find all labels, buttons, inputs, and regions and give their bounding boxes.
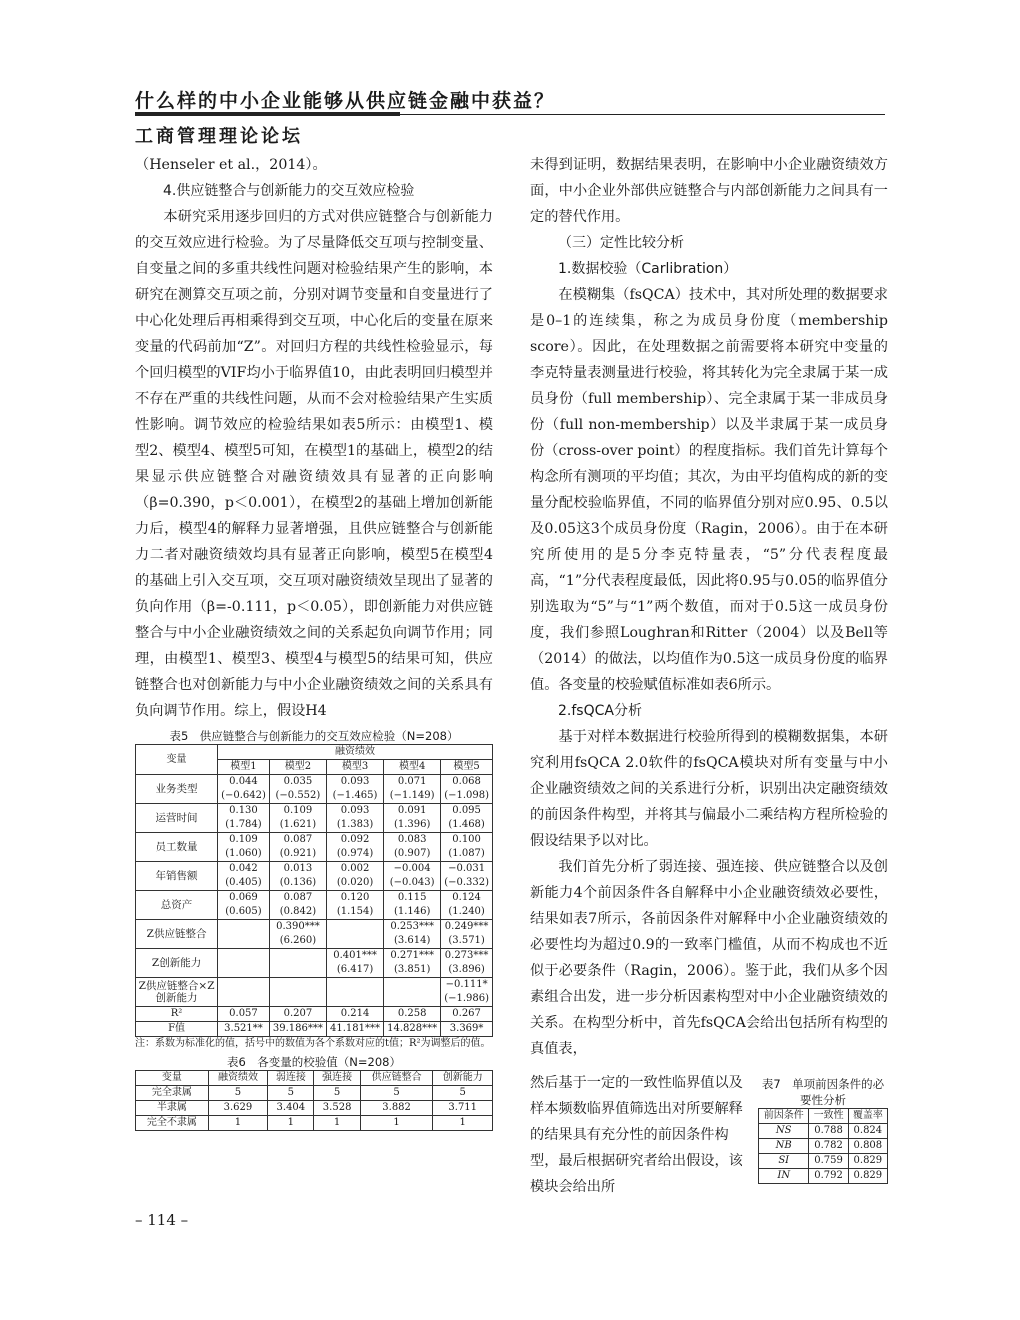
table6-cell: 3.528 [314, 1101, 360, 1116]
table7-cell: 0.829 [848, 1154, 887, 1169]
table5-r2: 0.214 [326, 1007, 383, 1022]
table5-coef: 0.130 [218, 804, 270, 819]
table6-cell: 3.404 [268, 1101, 314, 1116]
table5-tvalue: (1.621) [269, 818, 326, 833]
table5-f: 3.369* [441, 1022, 493, 1037]
table5-var-name: 员工数量 [136, 833, 218, 862]
table7-cell: 0.829 [848, 1169, 887, 1184]
table5-tvalue: (−0.552) [269, 789, 326, 804]
table5-tvalue: (1.060) [218, 847, 270, 862]
table-row [136, 1022, 493, 1037]
table7-cell: 0.792 [809, 1169, 848, 1184]
table6 [135, 1070, 493, 1131]
table7-cell: 0.808 [848, 1139, 887, 1154]
table5-model-header: 模型4 [384, 760, 441, 775]
table5-var-header: 变量 [136, 745, 218, 775]
table7-block [758, 1076, 888, 1184]
table6-header: 变量 [136, 1071, 209, 1086]
table5-coef [269, 978, 326, 993]
wrapped-paragraph [530, 1070, 750, 1200]
table5-r2: 0.258 [384, 1007, 441, 1022]
paragraph: 然后基于一定的一致性临界值以及样本频数临界值筛选出对所要解释的结果具有充分性的前因条件构型，最后根据研究者给出假设，该模块会给出所 [530, 1075, 743, 1195]
table5-coef: 0.124 [441, 891, 493, 906]
table6-cell: 5 [268, 1086, 314, 1101]
table5-coef: 0.390*** [269, 920, 326, 935]
table5-tvalue [218, 934, 270, 949]
table5-coef: −0.004 [384, 862, 441, 877]
table-row [136, 1116, 493, 1131]
table6-cell: 完全不隶属 [136, 1116, 209, 1131]
table6-cell: 5 [314, 1086, 360, 1101]
right-column [530, 152, 888, 1062]
journal-section-name: 工商管理理论论坛 [135, 126, 303, 147]
continuation-text: （Henseler et al.，2014）。 [135, 157, 327, 173]
table6-header: 弱连接 [268, 1071, 314, 1086]
paragraph: 未得到证明，数据结果表明，在影响中小企业融资绩效方面，中小企业外部供应链整合与内部创新能力之间具有一定的替代作用。 [530, 157, 888, 225]
table6-cell: 完全隶属 [136, 1086, 209, 1101]
table5-r2: 0.267 [441, 1007, 493, 1022]
table5-coef: 0.253*** [384, 920, 441, 935]
table5-coef: 0.002 [326, 862, 383, 877]
table5-coef [326, 920, 383, 935]
table5-tvalue: (3.896) [441, 963, 493, 978]
table5-model-header: 模型1 [218, 760, 270, 775]
table6-header: 供应链整合 [360, 1071, 433, 1086]
table5-model-header: 模型5 [441, 760, 493, 775]
table5-tvalue: (3.614) [384, 934, 441, 949]
table5-coef [384, 978, 441, 993]
table6-header: 融资绩效 [208, 1071, 268, 1086]
table5-var-name: 业务类型 [136, 775, 218, 804]
table5-tvalue [384, 992, 441, 1007]
table-row [759, 1169, 888, 1184]
table5-tvalue: (1.087) [441, 847, 493, 862]
table6-cell: 5 [433, 1086, 493, 1101]
table5-coef: 0.071 [384, 775, 441, 790]
table5-tvalue: (1.468) [441, 818, 493, 833]
table5-tvalue [218, 992, 270, 1007]
table5-f: 39.186*** [269, 1022, 326, 1037]
table5-tvalue [326, 934, 383, 949]
table5-tvalue: (0.842) [269, 905, 326, 920]
table7-cell: NS [759, 1124, 809, 1139]
table7-cell: IN [759, 1169, 809, 1184]
table5-tvalue: (1.383) [326, 818, 383, 833]
table6-header: 强连接 [314, 1071, 360, 1086]
table5-tvalue: (6.260) [269, 934, 326, 949]
table-row [759, 1154, 888, 1169]
table6-cell: 1 [360, 1116, 433, 1131]
table5-caption: 表5 供应链整合与创新能力的交互效应检验（N=208） [169, 729, 459, 743]
table5-var-name: 运营时间 [136, 804, 218, 833]
table5-coef [218, 978, 270, 993]
table5-coef: −0.031 [441, 862, 493, 877]
table7-header: 一致性 [809, 1109, 848, 1124]
subsection-heading: 1.数据校验（Carlibration） [558, 261, 738, 277]
table5-tvalue [218, 963, 270, 978]
table5-tvalue: (0.974) [326, 847, 383, 862]
table5-tvalue: (0.907) [384, 847, 441, 862]
table5-coef: −0.111* [441, 978, 493, 993]
table5-f: 14.828*** [384, 1022, 441, 1037]
table-row [136, 891, 493, 906]
table5-tvalue: (0.136) [269, 876, 326, 891]
table5-coef: 0.042 [218, 862, 270, 877]
table-row [136, 1007, 493, 1022]
table6-cell: 5 [208, 1086, 268, 1101]
paragraph: 基于对样本数据进行校验所得到的模糊数据集，本研究利用fsQCA 2.0软件的fsQCA模块对所有变量与中小企业融资绩效之间的关系进行分析，识别出决定融资绩效的前因条件构型，并将其与偏最小二乘结构方程所检验的假设结果予以对比。 [530, 729, 888, 849]
table5-r2: 0.057 [218, 1007, 270, 1022]
table5-tvalue: (1.146) [384, 905, 441, 920]
table5-tvalue: (1.240) [441, 905, 493, 920]
table5-tvalue [269, 963, 326, 978]
table5-coef [218, 949, 270, 964]
paragraph: 在模糊集（fsQCA）技术中，其对所处理的数据要求是0–1的连续集，称之为成员身份度（membership score）。因此，在处理数据之前需要将本研究中变量的李克特量表测量进行校验，将其转化为完全隶属于某一成员身份（full membership）、完全隶属于某一非成员身份（full non-membership）以及半隶属于某一成员身份（cross-over point）的程度指标。我们首先计算每个构念所有测项的平均值；其次，为由平均值构成的新的变量分配校验临界值，不同的临界值分别对应0.95、0.5以及0.05这3个成员身份度（Ragin，2006）。由于在本研究所使用的是5分李克特量表，“5”分代表程度最高，“1”分代表程度最低，因此将0.95与0.05的临界值分别选取为“5”与“1”两个数值，而对于0.5这一成员身份度，我们参照Loughran和Ritter（2004）以及Bell等（2014）的做法，以均值作为0.5这一成员身份度的临界值。各变量的校验赋值标准如表6所示。 [530, 287, 888, 693]
table-row [136, 804, 493, 819]
table5-tvalue: (6.417) [326, 963, 383, 978]
table6-cell: 3.711 [433, 1101, 493, 1116]
table5-r2: 0.207 [269, 1007, 326, 1022]
paragraph: 我们首先分析了弱连接、强连接、供应链整合以及创新能力4个前因条件各自解释中小企业融资绩效必要性，结果如表7所示，各前因条件对解释中小企业融资绩效的必要性均为超过0.9的一致率门槛值，从而不构成也不近似于必要条件（Ragin，2006）。鉴于此，我们从多个因素组合出发，进一步分析因素构型对中小企业融资绩效的关系。在构型分析中，首先fsQCA会给出包括所有构型的真值表， [530, 859, 888, 1057]
table7-cell: SI [759, 1154, 809, 1169]
table5-var-name: 年销售额 [136, 862, 218, 891]
table5-tvalue: (−0.642) [218, 789, 270, 804]
table6-cell: 1 [208, 1116, 268, 1131]
table5-coef: 0.068 [441, 775, 493, 790]
section-heading: 4.供应链整合与创新能力的交互效应检验 [163, 183, 415, 199]
table5-coef: 0.013 [269, 862, 326, 877]
table6-cell: 1 [268, 1116, 314, 1131]
table-row [136, 1086, 493, 1101]
table5-tvalue: (−0.043) [384, 876, 441, 891]
table5-tvalue: (−1.986) [441, 992, 493, 1007]
table7-header: 覆盖率 [848, 1109, 887, 1124]
table6-cell: 半隶属 [136, 1101, 209, 1116]
table5-coef: 0.115 [384, 891, 441, 906]
table-row [136, 833, 493, 848]
table5-model-header: 模型3 [326, 760, 383, 775]
table5-coef: 0.095 [441, 804, 493, 819]
table5-f: 41.181*** [326, 1022, 383, 1037]
article-running-title: 什么样的中小企业能够从供应链金融中获益？ [135, 90, 556, 112]
table5-coef: 0.092 [326, 833, 383, 848]
table5-f-label: F值 [136, 1022, 218, 1037]
table5-tvalue [326, 992, 383, 1007]
table-row [759, 1124, 888, 1139]
table-row [759, 1139, 888, 1154]
table5-coef: 0.109 [269, 804, 326, 819]
table5-tvalue: (1.396) [384, 818, 441, 833]
table5-coef: 0.109 [218, 833, 270, 848]
table5-tvalue: (0.020) [326, 876, 383, 891]
table5-tvalue: (−1.149) [384, 789, 441, 804]
table-row [136, 949, 493, 964]
table5-tvalue: (0.605) [218, 905, 270, 920]
table6-cell: 1 [433, 1116, 493, 1131]
table5-r2-label: R² [136, 1007, 218, 1022]
table5-tvalue: (1.784) [218, 818, 270, 833]
table5-coef: 0.249*** [441, 920, 493, 935]
table5-model-header: 模型2 [269, 760, 326, 775]
table6-cell: 5 [360, 1086, 433, 1101]
table6-cell: 3.629 [208, 1101, 268, 1116]
table5-group-header: 融资绩效 [218, 745, 493, 760]
table5-tvalue: (1.154) [326, 905, 383, 920]
table5-coef: 0.271*** [384, 949, 441, 964]
table5-coef: 0.069 [218, 891, 270, 906]
table-row [136, 775, 493, 790]
table5-coef: 0.093 [326, 775, 383, 790]
table5-coef [326, 978, 383, 993]
table7-caption: 表7 单项前因条件的必要性分析 [761, 1077, 885, 1107]
table5-tvalue: (3.851) [384, 963, 441, 978]
table5-coef: 0.044 [218, 775, 270, 790]
table6-header: 创新能力 [433, 1071, 493, 1086]
table-row [136, 978, 493, 993]
table5-tvalue: (−0.332) [441, 876, 493, 891]
table-row [136, 920, 493, 935]
table5-tvalue: (0.921) [269, 847, 326, 862]
left-column [135, 152, 493, 1131]
table5-coef: 0.093 [326, 804, 383, 819]
table5-coef: 0.035 [269, 775, 326, 790]
table6-cell: 3.882 [360, 1101, 433, 1116]
section-heading: （三）定性比较分析 [558, 235, 684, 251]
table5-var-name: Z创新能力 [136, 949, 218, 978]
table5-coef: 0.120 [326, 891, 383, 906]
table5 [135, 744, 493, 1037]
table-row [136, 1101, 493, 1116]
table5-f: 3.521** [218, 1022, 270, 1037]
table5-coef [218, 920, 270, 935]
table5-tvalue [269, 992, 326, 1007]
table5-coef: 0.091 [384, 804, 441, 819]
table5-var-name: 总资产 [136, 891, 218, 920]
table5-coef [269, 949, 326, 964]
subsection-heading: 2.fsQCA分析 [558, 703, 642, 719]
table5-note: 注：系数为标准化的值，括号中的数值为各个系数对应的t值；R²为调整后的值。 [135, 1038, 491, 1049]
paragraph: 本研究采用逐步回归的方式对供应链整合与创新能力的交互效应进行检验。为了尽量降低交互项与控制变量、自变量之间的多重共线性问题对检验结果产生的影响，本研究在测算交互项之前，分别对调节变量和自变量进行了中心化处理后再相乘得到交互项，中心化后的变量在原来变量的代码前加“Z”。对回归方程的共线性检验显示，每个回归模型的VIF均小于临界值10，由此表明回归模型并不存在严重的共线性问题，从而不会对检验结果产生实质性影响。调节效应的检验结果如表5所示：由模型1、模型2、模型4、模型5可知，在模型1的基础上，模型2的结果显示供应链整合对融资绩效具有显著的正向影响（β=0.390，p＜0.001），在模型2的基础上增加创新能力后，模型4的解释力显著增强，且供应链整合与创新能力二者对融资绩效均具有显著正向影响，模型5在模型4的基础上引入交互项，交互项对融资绩效呈现出了显著的负向作用（β=-0.111，p＜0.05），即创新能力对供应链整合与中小企业融资绩效之间的关系起负向调节作用；同理，由模型1、模型3、模型4与模型5的结果可知，供应链整合也对创新能力与中小企业融资绩效之间的关系具有负向调节作用。综上，假设H4 [135, 209, 493, 719]
table7 [758, 1108, 888, 1184]
table5-var-name: Z供应链整合×Z创新能力 [136, 978, 218, 1007]
table5-coef: 0.087 [269, 833, 326, 848]
page-number: – 114 – [135, 1211, 189, 1229]
header-rule [135, 114, 885, 115]
table5-tvalue: (−1.465) [326, 789, 383, 804]
table5-tvalue: (−1.098) [441, 789, 493, 804]
table7-cell: 0.782 [809, 1139, 848, 1154]
table7-header: 前因条件 [759, 1109, 809, 1124]
table6-cell: 1 [314, 1116, 360, 1131]
table5-coef: 0.087 [269, 891, 326, 906]
table5-tvalue: (3.571) [441, 934, 493, 949]
table7-cell: 0.759 [809, 1154, 848, 1169]
table5-tvalue: (0.405) [218, 876, 270, 891]
table5-var-name: Z供应链整合 [136, 920, 218, 949]
table5-coef: 0.083 [384, 833, 441, 848]
table-row [136, 862, 493, 877]
table7-cell: 0.788 [809, 1124, 848, 1139]
table7-cell: NB [759, 1139, 809, 1154]
table7-cell: 0.824 [848, 1124, 887, 1139]
table5-coef: 0.401*** [326, 949, 383, 964]
table5-coef: 0.273*** [441, 949, 493, 964]
table5-coef: 0.100 [441, 833, 493, 848]
table6-caption: 表6 各变量的校验值（N=208） [226, 1055, 401, 1069]
